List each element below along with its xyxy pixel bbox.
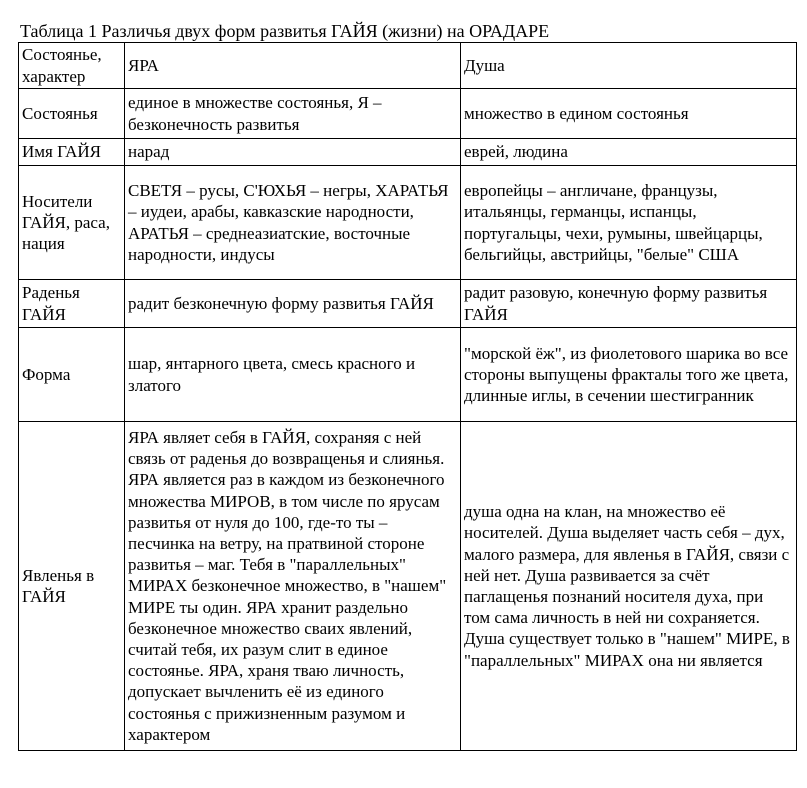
- row-label: Состоянья: [19, 89, 125, 139]
- table-header-row: [19, 43, 797, 89]
- yara-cell: нарад: [125, 139, 461, 166]
- comparison-table: [18, 42, 797, 751]
- yara-cell: ЯРА являет себя в ГАЙЯ, сохраняя с ней связь от раденья до возвращенья и слиянья. ЯРА является раз в каждом из безконечного множества МИРОВ, в том числе по ярусам развитья от нуля до 100, где-то ты – песчинка на ветру, на пратвиной стороне развитья – маг. Тебя в "параллельных" МИРАХ безконечное множество, в "нашем" МИРЕ ты один. ЯРА хранит раздельно безконечное множество сваих явлений, считай тебя, их разум слит в единое состоянье. ЯРА, храня тваю личность, допускает вычленить её из единого состоянья с прижизненным разумом и характером: [125, 422, 461, 751]
- table-row: [19, 139, 797, 166]
- row-label: Раденья ГАЙЯ: [19, 280, 125, 328]
- table-row: [19, 166, 797, 280]
- header-state: Состоянье, характер: [19, 43, 125, 89]
- yara-cell: радит безконечную форму развитья ГАЙЯ: [125, 280, 461, 328]
- table-row: [19, 280, 797, 328]
- row-label: Форма: [19, 328, 125, 422]
- row-label: Явленья в ГАЙЯ: [19, 422, 125, 751]
- dusha-cell: радит разовую, конечную форму развитья ГАЙЯ: [461, 280, 797, 328]
- dusha-cell: душа одна на клан, на множество её носителей. Душа выделяет часть себя – дух, малого размера, для явленья в ГАЙЯ, связи с ней нет. Душа развивается за счёт паглащенья познаний носителя духа, при том сама личность в ней ни сохраняется. Душа существует только в "нашем" МИРЕ, в "параллельных" МИРАХ она ни является: [461, 422, 797, 751]
- row-label: Имя ГАЙЯ: [19, 139, 125, 166]
- yara-cell: СВЕТЯ – русы, С'ЮХЬЯ – негры, ХАРАТЬЯ – иудеи, арабы, кавказские народности, АРАТЬЯ – среднеазиатские, восточные народности, индусы: [125, 166, 461, 280]
- dusha-cell: "морской ёж", из фиолетового шарика во все стороны выпущены фракталы того же цвета, длинные иглы, в сечении шестигранник: [461, 328, 797, 422]
- dusha-cell: европейцы – англичане, французы, итальянцы, германцы, испанцы, португальцы, чехи, румыны, швейцарцы, бельгийцы, австрийцы, "белые" США: [461, 166, 797, 280]
- yara-cell: шар, янтарного цвета, смесь красного и златого: [125, 328, 461, 422]
- yara-cell: единое в множестве состоянья, Я – безконечность развитья: [125, 89, 461, 139]
- header-dusha: Душа: [461, 43, 797, 89]
- table-caption: Таблица 1 Различья двух форм развитья ГАЙЯ (жизни) на ОРАДАРЕ: [20, 21, 550, 41]
- row-label: Носители ГАЙЯ, раса, нация: [19, 166, 125, 280]
- dusha-cell: еврей, людина: [461, 139, 797, 166]
- header-yara: ЯРА: [125, 43, 461, 89]
- table-row: [19, 328, 797, 422]
- table-row: [19, 422, 797, 751]
- table-row: [19, 89, 797, 139]
- dusha-cell: множество в едином состоянья: [461, 89, 797, 139]
